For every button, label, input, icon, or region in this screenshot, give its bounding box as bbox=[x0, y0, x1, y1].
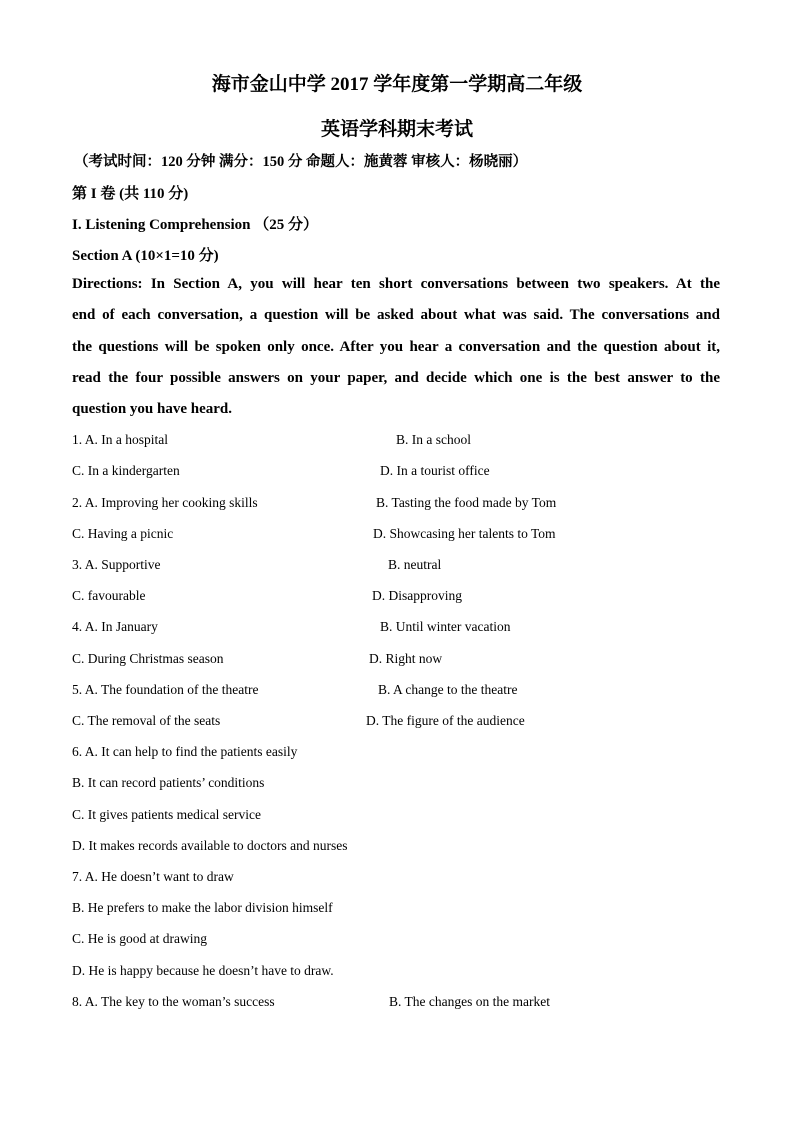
q3-option-d: D. Disapproving bbox=[372, 588, 462, 603]
exam-title: 海市金山中学 2017 学年度第一学期高二年级 bbox=[211, 74, 583, 95]
q3-option-c: C. favourable bbox=[72, 588, 146, 603]
directions-line: end of each conversation, a question will be asked about what was said. The conversations and bbox=[72, 307, 720, 323]
q5-option-d: D. The figure of the audience bbox=[366, 713, 525, 728]
q4-option-d: D. Right now bbox=[369, 651, 443, 666]
q8-option-b: B. The changes on the market bbox=[389, 994, 550, 1009]
q6-option-c: C. It gives patients medical service bbox=[72, 807, 261, 822]
q4-option-b: B. Until winter vacation bbox=[380, 619, 511, 634]
part-heading: I. Listening Comprehension （25 分） bbox=[72, 217, 319, 233]
q6-option-b: B. It can record patients’ conditions bbox=[72, 775, 265, 790]
directions-line: the questions will be spoken only once. After you hear a conversation and the question about it, bbox=[72, 339, 720, 355]
exam-subtitle: 英语学科期末考试 bbox=[320, 119, 473, 140]
q2-option-c: C. Having a picnic bbox=[72, 526, 174, 541]
q5-option-c: C. The removal of the seats bbox=[72, 713, 221, 728]
q1-option-c: C. In a kindergarten bbox=[72, 463, 180, 478]
q1-option-a: 1. A. In a hospital bbox=[72, 432, 168, 447]
q5-option-a: 5. A. The foundation of the theatre bbox=[72, 682, 259, 697]
q2-option-b: B. Tasting the food made by Tom bbox=[376, 495, 557, 510]
section-heading: Section A (10×1=10 分) bbox=[72, 248, 219, 264]
q7-option-b: B. He prefers to make the labor division himself bbox=[72, 900, 333, 915]
q1-option-d: D. In a tourist office bbox=[380, 463, 490, 478]
directions-line: question you have heard. bbox=[72, 401, 233, 417]
q3-option-b: B. neutral bbox=[388, 557, 442, 572]
q2-option-a: 2. A. Improving her cooking skills bbox=[72, 495, 258, 510]
q1-option-b: B. In a school bbox=[396, 432, 471, 447]
q4-option-a: 4. A. In January bbox=[72, 619, 158, 634]
volume-heading: 第 I 卷 (共 110 分) bbox=[72, 186, 189, 202]
exam-info: （考试时间：120 分钟 满分：150 分 命题人：施黄蓉 审核人：杨晓丽） bbox=[74, 154, 528, 170]
q7-option-d: D. He is happy because he doesn’t have to draw. bbox=[72, 963, 334, 978]
directions-line: read the four possible answers on your paper, and decide which one is the best answer to the bbox=[72, 370, 720, 386]
directions-line: Directions: In Section A, you will hear ten short conversations between two speakers. At the bbox=[72, 276, 720, 292]
q4-option-c: C. During Christmas season bbox=[72, 651, 224, 666]
q7-option-a: 7. A. He doesn’t want to draw bbox=[72, 869, 234, 884]
q6-option-d: D. It makes records available to doctors and nurses bbox=[72, 838, 348, 853]
q2-option-d: D. Showcasing her talents to Tom bbox=[373, 526, 556, 541]
q5-option-b: B. A change to the theatre bbox=[378, 682, 518, 697]
q3-option-a: 3. A. Supportive bbox=[72, 557, 161, 572]
q6-option-a: 6. A. It can help to find the patients easily bbox=[72, 744, 298, 759]
q8-option-a: 8. A. The key to the woman’s success bbox=[72, 994, 275, 1009]
q7-option-c: C. He is good at drawing bbox=[72, 931, 207, 946]
